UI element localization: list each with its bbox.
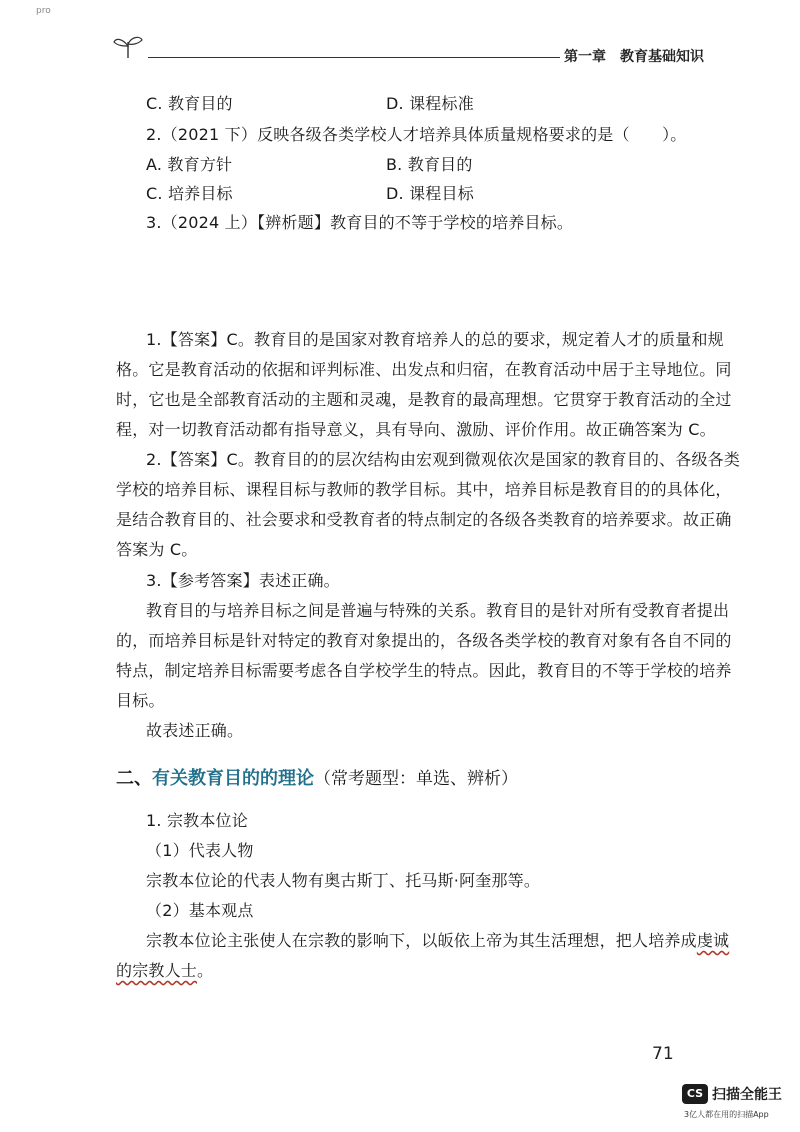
answer2-line1: 2.【答案】C。教育目的的层次结构由宏观到微观依次是国家的教育目的、各级各类 xyxy=(146,450,741,469)
answer3-head: 3.【参考答案】表述正确。 xyxy=(146,571,340,590)
camscanner-tagline: 3亿人都在用的扫描App xyxy=(684,1110,769,1119)
sprout-icon xyxy=(110,32,146,60)
theory1-title: 1. 宗教本位论 xyxy=(146,811,248,830)
underlined-term-cont: 的宗教人士 xyxy=(116,961,198,980)
theory1-sub2: （2）基本观点 xyxy=(146,901,254,920)
section2-heading xyxy=(116,764,518,790)
theory1-sub2-line1-text: 宗教本位论主张使人在宗教的影响下，以皈依上帝为其生活理想，把人培养成 xyxy=(146,931,697,950)
answer2-line4: 答案为 C。 xyxy=(116,540,198,559)
q2-stem: 2.（2021 下）反映各级各类学校人才培养具体质量规格要求的是（ ）。 xyxy=(146,125,687,144)
q2-option-d: D. 课程目标 xyxy=(386,184,474,203)
q3-stem: 3.（2024 上）【辨析题】教育目的不等于学校的培养目标。 xyxy=(146,213,574,232)
q1-option-d: D. 课程标准 xyxy=(386,94,474,113)
theory1-sub2-line2 xyxy=(116,961,213,981)
underlined-term: 虔诚 xyxy=(696,931,730,950)
answer3-line1: 教育目的与培养目标之间是普遍与特殊的关系。教育目的是针对所有受教育者提出 xyxy=(146,601,730,620)
answer2-line2: 学校的培养目标、课程目标与教师的教学目标。其中，培养目标是教育目的的具体化， xyxy=(116,480,732,499)
answer3-line2: 的，而培养目标是针对特定的教育对象提出的，各级各类学校的教育对象有各自不同的 xyxy=(116,631,732,650)
scan-watermark: pro xyxy=(36,6,51,16)
chapter-title: 第一章 教育基础知识 xyxy=(564,49,704,65)
header-rule xyxy=(148,57,548,58)
camscanner-name: 扫描全能王 xyxy=(712,1087,782,1103)
theory1-sub2-line2-end: 。 xyxy=(197,961,214,980)
theory1-sub1-text: 宗教本位论的代表人物有奥古斯丁、托马斯·阿奎那等。 xyxy=(146,871,541,890)
header-rule-end xyxy=(540,57,560,58)
q1-option-c: C. 教育目的 xyxy=(146,94,233,113)
answer2-line3: 是结合教育目的、社会要求和受教育者的特点制定的各级各类教育的培养要求。故正确 xyxy=(116,510,732,529)
answer1-line3: 时，它也是全部教育活动的主题和灵魂，是教育的最高理想。它贯穿于教育活动的全过 xyxy=(116,390,732,409)
answer3-line3: 特点，制定培养目标需要考虑各自学校学生的特点。因此，教育目的不等于学校的培养 xyxy=(116,661,732,680)
page-number: 71 xyxy=(652,1044,674,1064)
answer1-line2: 格。它是教育活动的依据和评判标准、出发点和归宿，在教育活动中居于主导地位。同 xyxy=(116,360,732,379)
q2-option-c: C. 培养目标 xyxy=(146,184,233,203)
answer1-line4: 程，对一切教育活动都有指导意义，具有导向、激励、评价作用。故正确答案为 C。 xyxy=(116,420,716,439)
q2-option-b: B. 教育目的 xyxy=(386,155,473,174)
section2-prefix: 二、 xyxy=(116,768,152,789)
section2-title: 有关教育目的的理论 xyxy=(152,768,314,789)
camscanner-logo-icon: CS xyxy=(682,1084,708,1104)
section2-note: （常考题型：单选、辨析） xyxy=(314,769,518,789)
answer3-conclusion: 故表述正确。 xyxy=(146,721,244,740)
answer1-line1: 1.【答案】C。教育目的是国家对教育培养人的总的要求，规定着人才的质量和规 xyxy=(146,330,724,349)
theory1-sub2-line1 xyxy=(146,931,729,951)
answer3-line4: 目标。 xyxy=(116,691,165,710)
q2-option-a: A. 教育方针 xyxy=(146,155,233,174)
theory1-sub1: （1）代表人物 xyxy=(146,841,254,860)
